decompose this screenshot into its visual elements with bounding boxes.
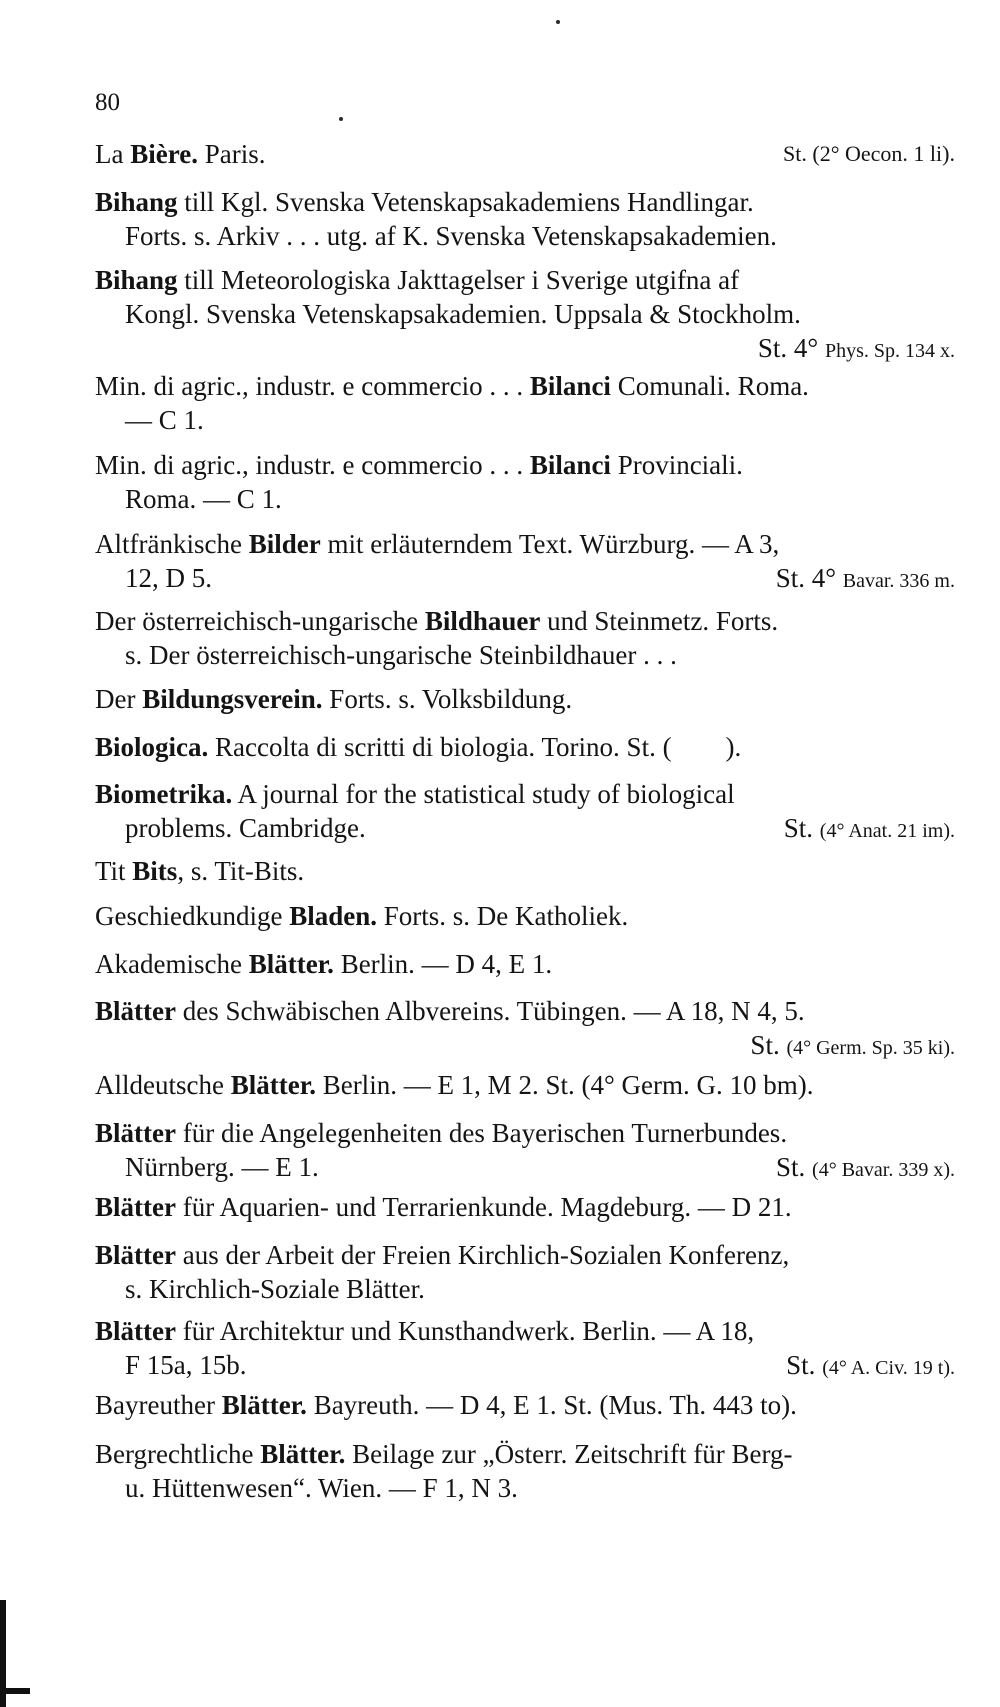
entry-keyword: Bilanci bbox=[529, 371, 611, 401]
entry-text: aus der Arbeit der Freien Kirchlich-Sozialen Konferenz, bbox=[175, 1240, 790, 1270]
shelf-location: (4° A. Civ. 19 t). bbox=[822, 1357, 955, 1379]
index-entry-akademische-blaetter bbox=[95, 947, 955, 981]
entry-continuation: Nürnberg. — E 1. bbox=[125, 1152, 319, 1182]
entry-text: Forts. s. Volksbildung. bbox=[322, 684, 573, 714]
shelf-st: St. bbox=[786, 1350, 816, 1380]
entry-prefix: Bayreuther bbox=[95, 1390, 222, 1420]
shelf-location: (4° Bavar. 339 x). bbox=[812, 1159, 955, 1181]
entry-continuation: s. Der österreichisch-ungarische Steinbildhauer . . . bbox=[125, 640, 677, 670]
ink-dot bbox=[339, 117, 343, 121]
entry-text: till Kgl. Svenska Vetenskapsakademiens Handlingar. bbox=[177, 187, 754, 217]
entry-continuation: problems. Cambridge. bbox=[125, 813, 366, 843]
entry-text: Raccolta di scritti di biologia. Torino. bbox=[208, 732, 620, 762]
entry-prefix: Alldeutsche bbox=[95, 1070, 231, 1100]
index-entry-blaetter-aquarien bbox=[95, 1190, 955, 1224]
entry-keyword: Blätter bbox=[95, 1192, 176, 1222]
index-entry-blaetter-architektur bbox=[95, 1314, 955, 1382]
index-entry-alldeutsche-blaetter bbox=[95, 1068, 955, 1102]
index-entry-bladen bbox=[95, 899, 955, 933]
index-entry-bihang-handlingar bbox=[95, 185, 955, 253]
entry-text: Comunali. Roma. bbox=[610, 371, 809, 401]
entry-prefix: Bergrechtliche bbox=[95, 1439, 261, 1469]
page-number: 80 bbox=[95, 89, 120, 116]
index-entry-bilder bbox=[95, 527, 955, 595]
index-entry-bilanci-provinciali bbox=[95, 448, 955, 516]
entry-keyword: Blätter. bbox=[221, 1390, 307, 1420]
shelf-st: St. bbox=[750, 1030, 780, 1060]
shelf-st: St. bbox=[783, 813, 814, 843]
shelf-location: Phys. Sp. 134 x. bbox=[824, 340, 955, 362]
entry-keyword: Blätter bbox=[95, 1118, 176, 1148]
shelf-mark bbox=[786, 1348, 955, 1385]
index-entry-bihang-meteorologiska bbox=[95, 263, 955, 368]
shelf-location: (4° Anat. 21 im). bbox=[819, 820, 955, 842]
entry-prefix: Akademische bbox=[95, 949, 249, 979]
shelf-location: Bavar. 336 m. bbox=[842, 570, 955, 592]
ink-dot bbox=[556, 20, 560, 24]
entry-text: Paris. bbox=[197, 139, 266, 169]
index-entry-blaetter-albverein bbox=[95, 994, 955, 1065]
shelf-location: (4° Germ. Sp. 35 ki). bbox=[786, 1037, 955, 1059]
entry-continuation: Kongl. Svenska Vetenskapsakademien. Uppsala & Stockholm. bbox=[125, 299, 801, 329]
entry-keyword: Bildhauer bbox=[424, 606, 541, 636]
scan-edge-mark bbox=[0, 1688, 30, 1694]
entry-keyword: Bihang bbox=[95, 187, 178, 217]
entry-text: Beilage zur „Österr. Zeitschrift für Berg- bbox=[345, 1439, 793, 1469]
index-entry-bergrechtliche-blaetter bbox=[95, 1437, 955, 1505]
entry-continuation: s. Kirchlich-Soziale Blätter. bbox=[125, 1274, 425, 1304]
entry-text: und Steinmetz. Forts. bbox=[540, 606, 779, 636]
entry-keyword: Bladen. bbox=[289, 901, 377, 931]
entry-text: für Aquarien- und Terrarienkunde. Magdeburg. — D 21. bbox=[175, 1192, 792, 1222]
entry-keyword: Blätter. bbox=[260, 1439, 346, 1469]
entry-continuation: Roma. — C 1. bbox=[125, 484, 282, 514]
entry-text: Berlin. — E 1, M 2. St. (4° Germ. G. 10 bm). bbox=[315, 1070, 814, 1100]
index-entry-biologica bbox=[95, 730, 955, 764]
shelf-mark bbox=[95, 1028, 955, 1065]
entry-keyword: Biologica. bbox=[95, 732, 209, 762]
entry-prefix: Geschiedkundige bbox=[95, 901, 290, 931]
entry-continuation: 12, D 5. bbox=[125, 563, 212, 593]
shelf-st: St. bbox=[776, 1152, 806, 1182]
index-entry-bilanci-comunali bbox=[95, 369, 955, 437]
entry-prefix: Min. di agric., industr. e commercio . . . bbox=[95, 450, 530, 480]
index-entry-bayreuther-blaetter bbox=[95, 1388, 955, 1422]
entry-keyword: Blätter bbox=[95, 1316, 176, 1346]
entry-text: Forts. s. De Katholiek. bbox=[376, 901, 629, 931]
entry-continuation: F 15a, 15b. bbox=[125, 1350, 247, 1380]
index-entry-bildungsverein bbox=[95, 682, 955, 716]
entry-text: Berlin. — D 4, E 1. bbox=[333, 949, 553, 979]
entry-keyword: Bilanci bbox=[529, 450, 611, 480]
shelf-mark bbox=[95, 331, 955, 368]
entry-keyword: Bihang bbox=[95, 265, 178, 295]
entry-continuation: — C 1. bbox=[125, 405, 204, 435]
shelf-mark bbox=[776, 1150, 955, 1187]
entry-text: Provinciali. bbox=[610, 450, 743, 480]
entry-keyword: Blätter. bbox=[230, 1070, 316, 1100]
index-entry-blaetter-turnerbund bbox=[95, 1116, 955, 1184]
entry-text: für Architektur und Kunsthandwerk. Berlin. — A 18, bbox=[175, 1316, 755, 1346]
shelf-mark: St. (2° Oecon. 1 li). bbox=[783, 141, 955, 166]
entry-prefix: Tit bbox=[95, 856, 133, 886]
index-entry-blaetter-konferenz bbox=[95, 1238, 955, 1306]
entry-text: für die Angelegenheiten des Bayerischen Turnerbundes. bbox=[175, 1118, 788, 1148]
entry-keyword: Blätter. bbox=[248, 949, 334, 979]
entry-keyword: Blätter bbox=[95, 996, 176, 1026]
entry-text: till Meteorologiska Jakttagelser i Sverige utgifna af bbox=[177, 265, 740, 295]
entry-text: mit erläuterndem Text. Würzburg. — A 3, bbox=[320, 529, 780, 559]
shelf-st: St. 4° bbox=[775, 563, 837, 593]
entry-text: , s. Tit-Bits. bbox=[177, 856, 305, 886]
entry-continuation: u. Hüttenwesen“. Wien. — F 1, N 3. bbox=[125, 1473, 518, 1503]
index-entry-biometrika bbox=[95, 777, 955, 845]
entry-keyword: Bits bbox=[132, 856, 178, 886]
entry-continuation: Forts. s. Arkiv . . . utg. af K. Svenska Vetenskapsakademien. bbox=[125, 221, 777, 251]
entry-keyword: Biometrika. bbox=[95, 779, 233, 809]
shelf-mark bbox=[776, 561, 955, 598]
entry-prefix: Der österreichisch-ungarische bbox=[95, 606, 425, 636]
entry-text: des Schwäbischen Albvereins. Tübingen. — A 18, N 4, 5. bbox=[175, 996, 805, 1026]
shelf-mark: St. ( ). bbox=[626, 732, 742, 762]
entry-prefix: Altfränkische bbox=[95, 529, 249, 559]
index-entry-bildhauer bbox=[95, 604, 955, 672]
entry-text: Bayreuth. — D 4, E 1. St. (Mus. Th. 443 to). bbox=[306, 1390, 797, 1420]
entry-prefix: Der bbox=[95, 684, 143, 714]
entry-keyword: Bière. bbox=[130, 139, 198, 169]
entry-keyword: Bilder bbox=[248, 529, 321, 559]
shelf-mark bbox=[784, 811, 955, 848]
entry-text: A journal for the statistical study of biological bbox=[232, 779, 735, 809]
shelf-st: St. 4° bbox=[757, 333, 819, 363]
entry-prefix: Min. di agric., industr. e commercio . . . bbox=[95, 371, 530, 401]
entry-keyword: Bildungsverein. bbox=[142, 684, 323, 714]
entry-keyword: Blätter bbox=[95, 1240, 176, 1270]
entry-prefix: La bbox=[95, 139, 131, 169]
index-entry-biere bbox=[95, 137, 955, 171]
index-entry-bits bbox=[95, 854, 955, 888]
